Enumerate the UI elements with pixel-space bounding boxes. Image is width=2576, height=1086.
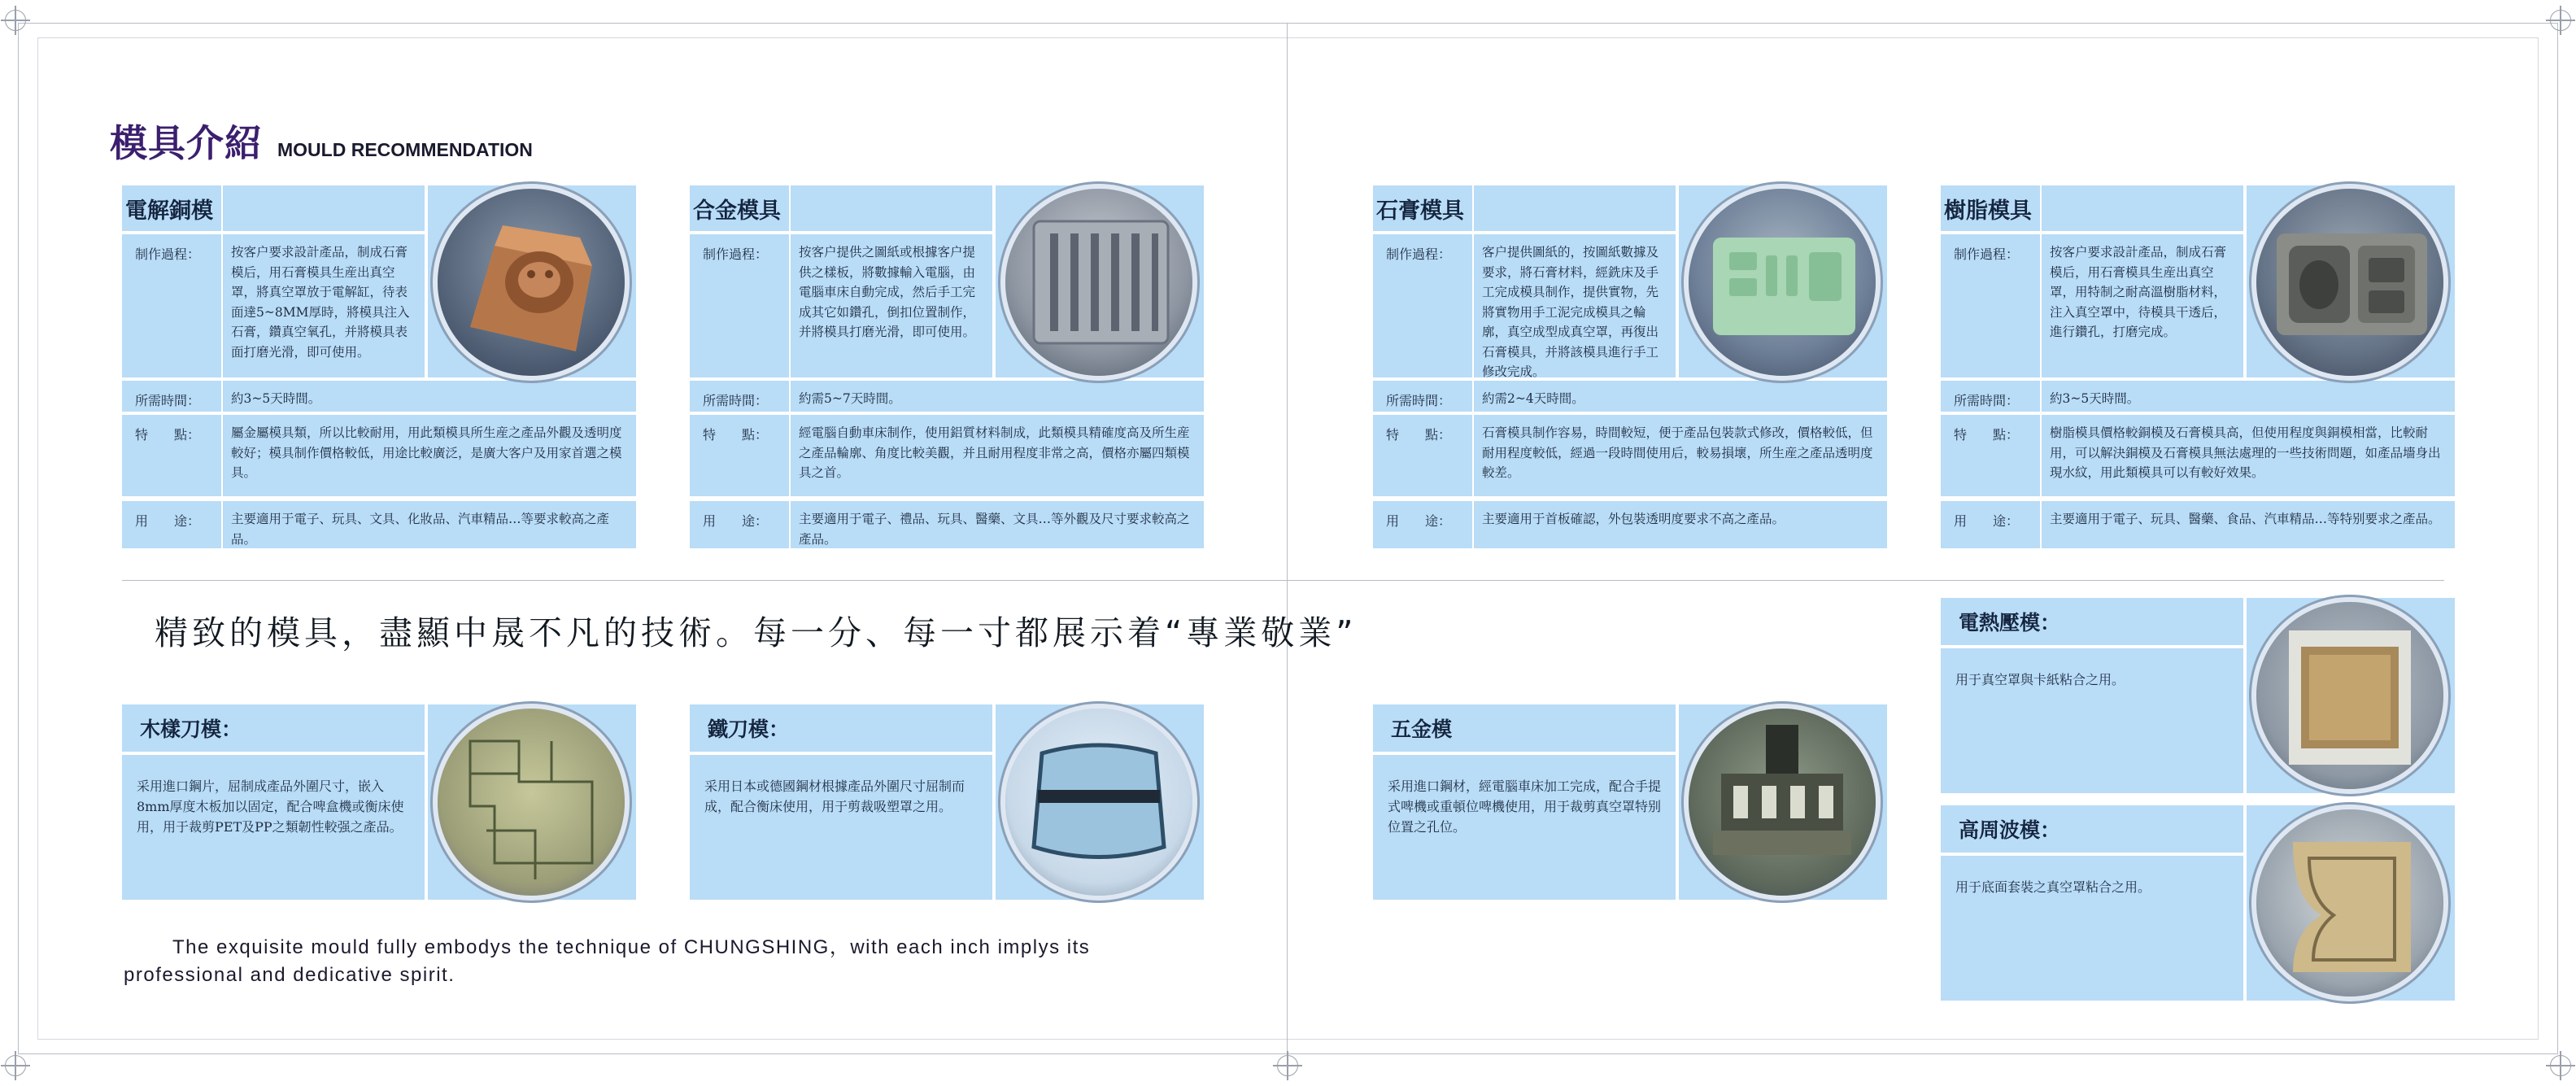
hf-die-photo <box>2256 809 2443 997</box>
die-card-title: 電熱壓模： <box>1959 611 2061 635</box>
die-card-title: 鐵刀模： <box>708 717 790 741</box>
title-fill <box>791 185 992 231</box>
label-features: 特 點： <box>1941 415 2040 496</box>
card-title: 合金模具 <box>693 198 781 224</box>
label-time: 所需時間： <box>690 381 789 412</box>
resin-mould-photo <box>2256 189 2443 376</box>
wooden-die-photo <box>438 709 625 896</box>
value-usage: 主要適用于首板確認，外包裝透明度要求不高之產品。 <box>1474 501 1887 548</box>
iron-die-photo <box>1005 709 1192 896</box>
fold-line <box>1287 23 1288 1054</box>
mould-card-copper <box>122 185 637 560</box>
card-title: 樹脂模具 <box>1944 198 2032 224</box>
registration-mark-icon <box>5 10 26 31</box>
die-card-body: 采用進口鋼材，經電腦車床加工完成，配合手提式啤機或重頓位啤機使用，用于裁剪真空罩特别位置之孔位。 <box>1373 755 1676 900</box>
value-time: 約3~5天時間。 <box>2042 381 2455 412</box>
die-card-title: 木樣刀模： <box>140 717 242 741</box>
card-title-cell <box>122 185 221 231</box>
label-process: 制作過程： <box>1373 234 1472 377</box>
die-card-wooden <box>122 704 637 900</box>
die-card-high-frequency <box>1941 805 2456 1001</box>
registration-mark-icon <box>2550 1055 2571 1076</box>
value-process: 按客户要求設計產品，制成石膏模后，用石膏模具生産出真空罩，將真空罩放于電解缸，待表面達5~8MM厚時，將模具注入石膏，鑽真空氧孔，并將模具表面打磨光滑，即可使用。 <box>223 234 425 377</box>
section-heading <box>110 114 533 168</box>
card-title-cell <box>690 185 789 231</box>
value-features: 經電腦自動車床制作，使用鋁質材料制成，此類模具精確度高及所生産之產品輪廓、角度比較美觀，并且耐用程度非常之高，價格亦屬四類模具之首。 <box>791 415 1204 496</box>
heading-english: MOULD RECOMMENDATION <box>277 139 533 160</box>
die-card-body: 用于底面套裝之真空罩粘合之用。 <box>1941 856 2243 1001</box>
label-features: 特 點： <box>122 415 221 496</box>
label-usage: 用 途： <box>690 501 789 548</box>
label-usage: 用 途： <box>1373 501 1472 548</box>
die-card-head <box>690 704 992 752</box>
label-process: 制作過程： <box>690 234 789 377</box>
mould-card-plaster <box>1373 185 1888 560</box>
value-features: 屬金屬模具類，所以比較耐用，用此類模具所生産之產品外觀及透明度較好；模具制作價格較低，用途比較廣泛，是廣大客户及用家首選之模具。 <box>223 415 636 496</box>
title-fill <box>223 185 425 231</box>
value-usage: 主要適用于電子、玩具、醫藥、食品、汽車精品…等特别要求之產品。 <box>2042 501 2455 548</box>
die-card-hardware <box>1373 704 1888 900</box>
heat-press-die-photo <box>2256 602 2443 789</box>
die-card-iron <box>690 704 1205 900</box>
hardware-die-photo <box>1689 709 1876 896</box>
registration-mark-icon <box>1277 1055 1298 1076</box>
title-fill <box>2042 185 2243 231</box>
value-time: 約需2~4天時間。 <box>1474 381 1887 412</box>
heading-chinese: 模具介紹 <box>110 121 263 165</box>
value-process: 客户提供圖紙的，按圖紙數據及要求，將石膏材料，經銑床及手工完成模具制作，提供實物，先將實物用手工泥完成模具之輪廓，真空成型成真空罩，再復出石膏模具，并將該模具進行手工修改完成。 <box>1474 234 1676 377</box>
value-usage: 主要適用于電子、禮品、玩具、醫藥、文具…等外觀及尺寸要求較高之產品。 <box>791 501 1204 548</box>
card-title-cell <box>1373 185 1472 231</box>
registration-mark-icon <box>2550 10 2571 31</box>
die-card-body: 用于真空罩與卡紙粘合之用。 <box>1941 648 2243 793</box>
label-usage: 用 途： <box>122 501 221 548</box>
alloy-mould-photo <box>1005 189 1192 376</box>
die-card-head <box>1941 598 2243 645</box>
value-features: 樹脂模具價格較銅模及石膏模具高，但使用程度與銅模相當，比較耐用，可以解決銅模及石膏模具無法處理的一些技術問題，如產品墻身出現水紋，用此類模具可以有較好效果。 <box>2042 415 2455 496</box>
value-process: 按客户提供之圖紙或根據客户提供之樣板，將數據輸入電腦，由電腦車床自動完成，然后手工完成其它如鑽孔，倒扣位置制作，并將模具打磨光滑，即可使用。 <box>791 234 992 377</box>
label-time: 所需時間： <box>1941 381 2040 412</box>
card-title: 電解銅模 <box>125 198 213 224</box>
title-fill <box>1474 185 1676 231</box>
die-card-head <box>1373 704 1676 752</box>
english-line-2: professional and dedicative spirit. <box>124 964 455 986</box>
value-usage: 主要適用于電子、玩具、文具、化妝品、汽車精品…等要求較高之產品。 <box>223 501 636 548</box>
value-time: 約3~5天時間。 <box>223 381 636 412</box>
label-time: 所需時間： <box>1373 381 1472 412</box>
value-features: 石膏模具制作容易，時間較短，便于產品包裝款式修改，價格較低，但耐用程度較低，經過一段時間使用后，較易損壞，所生産之產品透明度較差。 <box>1474 415 1887 496</box>
die-card-heat-press <box>1941 598 2456 793</box>
plaster-mould-photo <box>1689 189 1876 376</box>
die-card-body: 采用進口鋼片，屈制成產品外圍尺寸，嵌入8mm厚度木板加以固定，配合啤盒機或衡床使用，用于裁剪PET及PP之類韌性較强之產品。 <box>122 755 425 900</box>
value-time: 約需5~7天時間。 <box>791 381 1204 412</box>
english-statement <box>124 934 1222 989</box>
label-features: 特 點： <box>690 415 789 496</box>
die-card-title: 五金模 <box>1391 717 1453 741</box>
die-card-head <box>122 704 425 752</box>
label-process: 制作過程： <box>122 234 221 377</box>
copper-mould-photo <box>438 189 625 376</box>
card-title-cell <box>1941 185 2040 231</box>
card-title: 石膏模具 <box>1376 198 1464 224</box>
label-time: 所需時間： <box>122 381 221 412</box>
mould-card-alloy <box>690 185 1205 560</box>
slogan: 精致的模具，盡顯中晟不凡的技術。每一分、每一寸都展示着“專業敬業” <box>155 613 1358 652</box>
die-card-body: 采用日本或德國鋼材根據產品外圍尺寸屈制而成，配合衡床使用，用于剪裁吸塑罩之用。 <box>690 755 992 900</box>
die-card-head <box>1941 805 2243 853</box>
registration-mark-icon <box>5 1055 26 1076</box>
label-usage: 用 途： <box>1941 501 2040 548</box>
section-divider <box>122 580 2444 581</box>
value-process: 按客户要求設計產品，制成石膏模后，用石膏模具生産出真空罩，用特制之耐高溫樹脂材料，注入真空罩中，待模具干透后，進行鑽孔，打磨完成。 <box>2042 234 2243 377</box>
label-features: 特 點： <box>1373 415 1472 496</box>
die-card-title: 高周波模： <box>1959 818 2061 842</box>
english-line-1: The exquisite mould fully embodys the technique of CHUNGSHING，with each inch implys its <box>172 936 1091 958</box>
label-process: 制作過程： <box>1941 234 2040 377</box>
mould-card-resin <box>1941 185 2456 560</box>
